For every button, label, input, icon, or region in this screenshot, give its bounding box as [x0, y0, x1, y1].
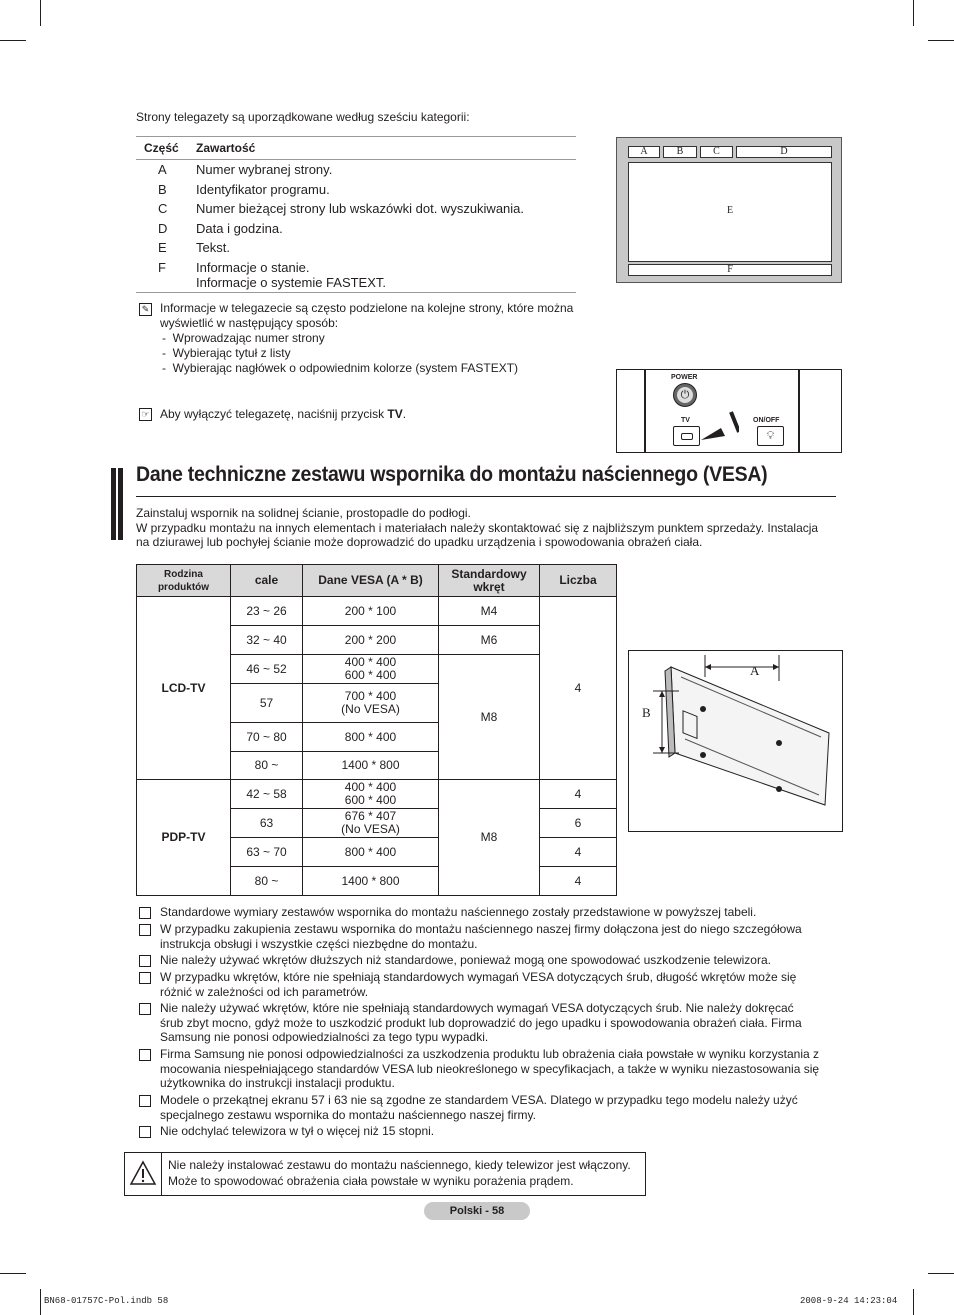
note-icon [139, 972, 151, 984]
warning-box [124, 1152, 646, 1196]
row-value: Numer bieżącej strony lub wskazówki dot. wyszukiwania. [196, 201, 525, 216]
vesa-cell: 700 * 400 (No VESA) [303, 684, 439, 723]
ttx-cell-b: B [663, 146, 697, 158]
power-button-icon: ⏻ [673, 383, 697, 407]
dimension-a-label: A [750, 663, 760, 678]
crop-mark [913, 1289, 914, 1315]
inches-cell: 63 ~ 70 [231, 838, 303, 867]
vesa-note [160, 1047, 840, 1091]
warning-text [168, 1157, 631, 1189]
note-line: specjalnego zestawu wspornika do montażu naściennego naszej firmy. [160, 1107, 536, 1122]
col-screw-header: Standardowy wkręt [439, 565, 540, 597]
tv-label: TV [681, 417, 690, 424]
row-key: B [158, 181, 167, 197]
note-line: Informacje w telegazecie są często podzielone na kolejne strony, które można [160, 301, 574, 315]
row-value: Informacje o stanie. [196, 259, 310, 275]
vesa-note [160, 905, 840, 920]
row-value: Informacje o systemie FASTEXT. [196, 274, 387, 290]
note-icon [139, 1003, 151, 1015]
note-line: mocowania niespełniającego standardów VESA lub nieokreślonego w specyfikacjach, a także w wyniku niezastosowania się [160, 1061, 820, 1076]
vesa-cell: 400 * 400 600 * 400 [303, 780, 439, 809]
vesa-note [160, 922, 840, 951]
ttx-cell-d: D [736, 146, 832, 158]
bullet-text: Wybierając tytuł z listy [172, 346, 291, 360]
note-paging [160, 301, 573, 376]
intro-text: Strony telegazety są uporządkowane według sześciu kategorii: [136, 110, 470, 124]
heading-rule [136, 496, 836, 497]
vesa-note [160, 1001, 840, 1045]
pointer-arrow-icon [699, 410, 739, 446]
note-line: Standardowe wymiary zestawów wspornika do montażu naściennego zostały przedstawione w powyższej tabeli. [160, 905, 757, 919]
heading-bar [118, 468, 123, 540]
note-line: W przypadku zakupienia zestawu wspornika do montażu naściennego naszej firmy dołączona jest do niego szczegółowa [160, 922, 802, 936]
remote-edge-left [644, 370, 646, 452]
vesa-cell: 200 * 100 [303, 597, 439, 626]
note-icon [139, 924, 151, 936]
table-row [136, 240, 576, 260]
vesa-cell: 800 * 400 [303, 838, 439, 867]
warning-icon-cell [125, 1153, 162, 1195]
note-line: Samsung nie ponosi odpowiedzialności za tego typu wypadki. [160, 1030, 489, 1044]
row-key: D [158, 220, 168, 236]
col-content-header: Zawartość [196, 141, 256, 155]
qty-cell: 4 [540, 597, 617, 780]
parts-table-bottom-rule [136, 292, 576, 293]
remote-illustration [616, 369, 842, 453]
col-inches-header: cale [231, 565, 303, 597]
ttx-cell-f: F [628, 264, 832, 276]
table-row [136, 162, 576, 182]
parts-table [136, 136, 576, 160]
crop-mark [928, 40, 954, 41]
table-header-row [137, 565, 617, 597]
page-number: Polski - 58 [424, 1202, 530, 1220]
heading-bar [111, 468, 116, 540]
crop-mark [0, 1273, 26, 1274]
warning-triangle-icon [125, 1153, 161, 1195]
row-value: Identyfikator programu. [196, 181, 330, 197]
bullet-text: Wybierając nagłówek o odpowiednim kolorze (system FASTEXT) [172, 361, 519, 375]
warning-line: Nie należy instalować zestawu do montażu naściennego, kiedy telewizor jest włączony. [168, 1158, 631, 1172]
screw-cell: M6 [439, 626, 540, 655]
table-row [136, 182, 576, 202]
note-line: wyświetlić w następujący sposób: [160, 316, 339, 330]
table-row [137, 780, 617, 809]
col-family-header: Rodzina produktów [137, 565, 231, 597]
inches-cell: 32 ~ 40 [231, 626, 303, 655]
parts-table-header [136, 136, 576, 160]
ttx-main-area [628, 162, 832, 262]
install-paragraph [136, 506, 841, 550]
imprint-date: 2008-9-24 14:23:04 [800, 1296, 898, 1306]
vesa-cell: 200 * 200 [303, 626, 439, 655]
tv-button-icon [673, 426, 700, 446]
inches-cell: 42 ~ 58 [231, 780, 303, 809]
vesa-note [160, 1093, 840, 1122]
row-key: E [158, 240, 167, 255]
note-line: Firma Samsung nie ponosi odpowiedzialności za uszkodzenia produktu lub obrażenia ciała powstałe w wyniku korzystania z [160, 1047, 820, 1061]
screw-cell: M8 [439, 655, 540, 780]
col-part-header: Część [144, 141, 179, 155]
paragraph-line: W przypadku montażu na innych elementach i materiałach należy skontaktować się z najbliższym punktem sprzedaży. Instalacja [136, 520, 819, 535]
wall-mount-diagram [628, 650, 843, 832]
note-line: użytkownika do instrukcji instalacji produktu. [160, 1076, 395, 1090]
vesa-cell: 676 * 407 (No VESA) [303, 809, 439, 838]
light-bulb-icon: 💡︎ [757, 426, 784, 446]
qty-cell: 4 [540, 867, 617, 896]
note-icon [139, 1126, 151, 1138]
inches-cell: 57 [231, 684, 303, 723]
note-line: Nie należy używać wkrętów, które nie spełniają standardowych wymagań VESA dotyczących śrub. Nie należy dokręcać [160, 1001, 794, 1015]
row-value: Numer wybranej strony. [196, 162, 333, 177]
crop-mark [913, 0, 914, 26]
crop-mark [0, 40, 26, 41]
dimension-b-label: B [642, 705, 651, 720]
screw-cell: M8 [439, 780, 540, 896]
note-end: . [402, 407, 407, 421]
note-icon: ✎ [139, 303, 152, 316]
row-value: Data i godzina. [196, 220, 283, 236]
note-bullet: - Wybierając tytuł z listy [162, 346, 291, 360]
warning-line: Może to spowodować obrażenia ciała powstałe w wyniku porażenia prądem. [168, 1174, 574, 1188]
qty-cell: 4 [540, 838, 617, 867]
vesa-note [160, 1124, 840, 1139]
table-row [137, 597, 617, 626]
inches-cell: 80 ~ [231, 752, 303, 780]
paragraph-line: Zainstaluj wspornik na solidnej ścianie, prostopadle do podłogi. [136, 506, 471, 520]
note-bullet: - Wybierając nagłówek o odpowiednim kolorze (system FASTEXT) [162, 361, 519, 375]
inches-cell: 80 ~ [231, 867, 303, 896]
vesa-table [136, 564, 617, 896]
note-bullet: - Wprowadzając numer strony [162, 331, 325, 345]
note-line: Nie odchylać telewizora w tył o więcej niż 15 stopni. [160, 1124, 435, 1138]
crop-mark [40, 1289, 41, 1315]
table-row [136, 201, 576, 221]
table-row [136, 275, 576, 290]
note-line: różnić w zależności od ich parametrów. [160, 984, 369, 999]
lcd-family-cell: LCD-TV [137, 597, 231, 780]
onoff-label: ON/OFF [753, 417, 780, 424]
pointer-note-icon: ☞ [139, 408, 152, 421]
vesa-cell: 800 * 400 [303, 723, 439, 752]
teletext-diagram [616, 137, 842, 283]
note-icon [139, 1095, 151, 1107]
note-text: Aby wyłączyć telegazetę, naciśnij przycisk [160, 407, 388, 421]
ttx-cell-c: C [700, 146, 733, 158]
note-icon [139, 955, 151, 967]
inches-cell: 63 [231, 809, 303, 838]
row-value: Tekst. [196, 240, 230, 255]
qty-cell: 6 [540, 809, 617, 838]
power-label: POWER [671, 374, 698, 381]
section-heading: Dane techniczne zestawu wspornika do montażu naściennego (VESA) [136, 463, 768, 486]
col-qty-header: Liczba [540, 565, 617, 597]
pdp-family-cell: PDP-TV [137, 780, 231, 896]
ttx-cell-e: E [726, 205, 734, 216]
vesa-cell: 1400 * 800 [303, 867, 439, 896]
note-line: śrub zbyt mocno, gdyż może to uszkodzić produkt lub doprowadzić do jego upadku i spowodowania obrażeń ciała. Firma [160, 1015, 802, 1030]
vesa-note [160, 953, 840, 968]
row-key: A [158, 162, 167, 177]
vesa-cell: 400 * 400 600 * 400 [303, 655, 439, 684]
col-vesa-header: Dane VESA (A * B) [303, 565, 439, 597]
note-teletext-off [160, 407, 406, 422]
tv-back-illustration [629, 651, 842, 831]
inches-cell: 23 ~ 26 [231, 597, 303, 626]
parts-table-body [136, 162, 576, 290]
table-row [136, 260, 576, 275]
vesa-cell: 1400 * 800 [303, 752, 439, 780]
bullet-text: Wprowadzając numer strony [172, 331, 325, 345]
row-key: C [158, 201, 168, 216]
crop-mark [40, 0, 41, 26]
note-line: W przypadku wkrętów, które nie spełniają standardowych wymagań VESA dotyczących śrub, długość wkrętów może się [160, 970, 797, 984]
vesa-note [160, 970, 840, 999]
inches-cell: 70 ~ 80 [231, 723, 303, 752]
qty-cell: 4 [540, 780, 617, 809]
note-line: Nie należy używać wkrętów dłuższych niż standardowe, ponieważ mogą one spowodować uszkodzenie telewizora. [160, 953, 771, 967]
note-line: instrukcja obsługi i wszystkie części niezbędne do montażu. [160, 936, 478, 951]
screw-cell: M4 [439, 597, 540, 626]
inches-cell: 46 ~ 52 [231, 655, 303, 684]
note-icon [139, 907, 151, 919]
imprint-file: BN68-01757C-Pol.indb 58 [44, 1296, 169, 1306]
table-row [136, 221, 576, 241]
remote-edge-right [798, 370, 800, 452]
ttx-cell-a: A [628, 146, 660, 158]
crop-mark [928, 1273, 954, 1274]
row-key: F [158, 259, 166, 275]
paragraph-line: na dziurawej lub pochyłej ścianie może doprowadzić do upadku urządzenia i spowodowania obrażeń ciała. [136, 535, 703, 549]
note-icon [139, 1049, 151, 1061]
note-bold: TV [387, 407, 403, 421]
note-line: Modele o przekątnej ekranu 57 i 63 nie są zgodne ze standardem VESA. Dlatego w przypadku tego modelu należy użyć [160, 1093, 798, 1107]
